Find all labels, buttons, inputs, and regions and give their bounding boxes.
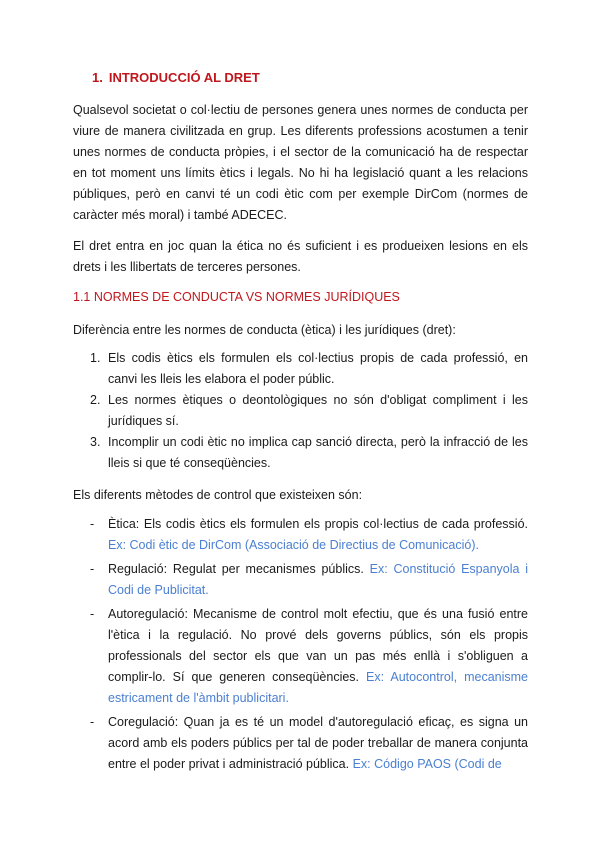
list-item: [73, 432, 528, 474]
list-marker: -: [90, 562, 95, 576]
differences-list: [73, 348, 528, 474]
list-item: [73, 712, 528, 775]
intro-paragraph: Qualsevol societat o col·lectiu de persones genera unes normes de conducta per viure de manera civilitzada en grup. Les diferents professions acostumen a tenir unes normes de conducta pròpies, i el sector de la comunicació ha de respectar en tot moment uns límits ètics i legals. No hi ha legislació quant a les relacions públiques, però en canvi té un codi ètic com per exemple DirCom (normes de caràcter més moral) i també ADECEC.: [73, 103, 528, 222]
list-item: [73, 559, 528, 601]
second-paragraph: El dret entra en joc quan la ética no és suficient i es produeixen lesions en els drets i les llibertats de terceres persones.: [73, 239, 528, 274]
list-marker: -: [90, 517, 95, 531]
methods-intro: Els diferents mètodes de control que existeixen són:: [73, 488, 363, 502]
method-example: Ex: Codi ètic de DirCom (Associació de Directius de Comunicació).: [108, 538, 479, 552]
list-marker: -: [90, 607, 95, 621]
list-item-text: Les normes ètiques o deontològiques no són d'obligat compliment i les jurídiques sí.: [108, 393, 528, 428]
method-example: Ex: Constitució Espanyola i Codi de Publicitat.: [108, 562, 529, 597]
list-item-text: Incomplir un codi ètic no implica cap sanció directa, però la infracció de les lleis si que té conseqüències.: [108, 435, 528, 470]
section-number: 1.: [92, 70, 103, 85]
list-marker: 2.: [90, 393, 101, 407]
methods-list: [73, 514, 528, 778]
method-text: Regulació: Regulat per mecanismes públics.: [108, 562, 370, 576]
list-item: [73, 348, 528, 390]
section-title: INTRODUCCIÓ AL DRET: [108, 70, 260, 85]
difference-intro: Diferència entre les normes de conducta (ètica) i les jurídiques (dret):: [73, 323, 456, 337]
method-text: Autoregulació: Mecanisme de control molt efectiu, que és una fusió entre l'ètica i la regulació. No prové dels governs públics, són els propis professionals del sector els que van un pas més enllà i s'obliguen a complir-lo. Sí que generen conseqüències.: [108, 607, 528, 684]
list-marker: 3.: [90, 435, 101, 449]
subsection-heading: 1.1 NORMES DE CONDUCTA VS NORMES JURÍDIQUES: [73, 290, 400, 304]
list-item-text: Els codis ètics els formulen els col·lectius propis de cada professió, en canvi les lleis les elabora el poder públic.: [108, 351, 528, 386]
list-item: [73, 604, 528, 709]
list-marker: -: [90, 715, 95, 729]
method-text: Ètica: Els codis ètics els formulen els propis col·lectius de cada professió.: [108, 517, 528, 531]
list-item: [73, 514, 528, 556]
method-example: Ex: Código PAOS (Codi de: [352, 757, 502, 771]
method-example: Ex: Autocontrol, mecanisme estricament de l'àmbit publicitari.: [108, 670, 529, 705]
method-text: Coregulació: Quan ja es té un model d'autoregulació eficaç, es signa un acord amb els poders públics per tal de poder treballar de manera conjunta entre el poder privat i administració pública.: [108, 715, 528, 771]
list-marker: 1.: [90, 351, 101, 365]
section-heading: [92, 70, 260, 85]
list-item: [73, 390, 528, 432]
